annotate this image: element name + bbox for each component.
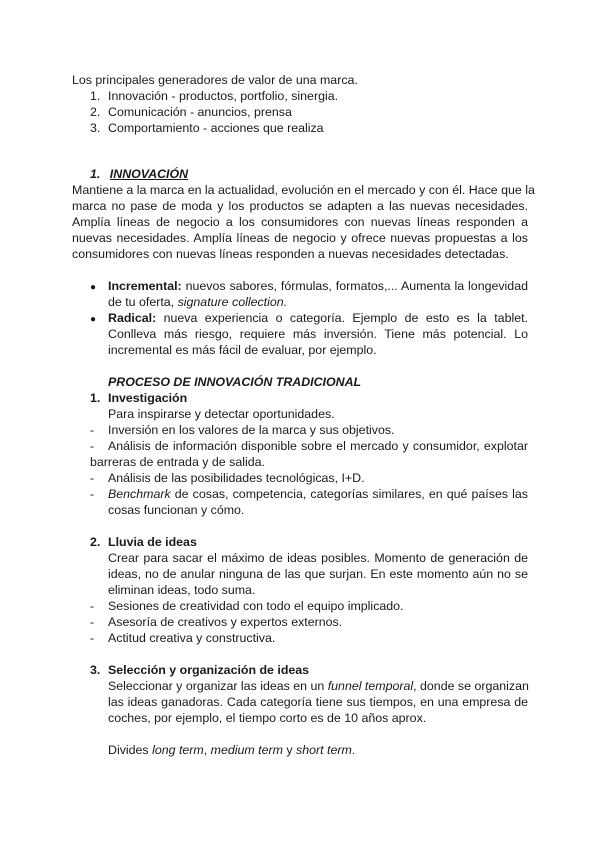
list-number: 1. xyxy=(90,89,101,103)
step-title: Selección y organización de ideas xyxy=(108,663,310,677)
intro-title: Los principales generadores de valor de una marca. xyxy=(72,73,358,87)
dash-icon: - xyxy=(90,439,95,453)
section-heading xyxy=(90,166,188,182)
section-number: 1. xyxy=(90,167,101,181)
dash-item-continuation: barreras de entrada y de salida. xyxy=(90,455,265,469)
paragraph-line: ideas, no de anular ninguna de las que surjan. En este momento aún no se xyxy=(108,567,528,581)
dash-icon: - xyxy=(90,471,95,485)
paragraph-line: Mantiene a la marca en la actualidad, evolución en el mercado y con él. Hace que la xyxy=(72,183,535,197)
dash-item: Análisis de las posibilidades tecnológicas, I+D. xyxy=(108,471,365,485)
list-item: Comunicación - anuncios, prensa xyxy=(108,105,292,119)
dash-icon: - xyxy=(90,487,95,501)
dash-item: Actitud creativa y constructiva. xyxy=(108,631,276,645)
step-title: Investigación xyxy=(108,391,188,405)
paragraph-line: eliminan ideas, todo suma. xyxy=(108,583,256,597)
list-item: Comportamiento - acciones que realiza xyxy=(108,121,324,135)
dash-item: Sesiones de creatividad con todo el equipo implicado. xyxy=(108,599,404,613)
dash-icon: - xyxy=(90,599,95,613)
bullet-icon: ● xyxy=(90,314,97,325)
dash-icon: - xyxy=(90,631,95,645)
step-number: 2. xyxy=(90,535,101,549)
process-heading: PROCESO DE INNOVACIÓN TRADICIONAL xyxy=(108,375,362,389)
bullet-line: de tu oferta, signature collection. xyxy=(108,295,288,309)
step-title: Lluvia de ideas xyxy=(108,535,197,549)
list-number: 3. xyxy=(90,121,101,135)
bullet-line: Conlleva más riesgo, requiere más inversión. Tiene más potencial. Lo xyxy=(108,327,528,341)
dash-item: Asesoría de creativos y expertos externos. xyxy=(108,615,343,629)
paragraph-line: Crear para sacar el máximo de ideas posibles. Momento de generación de xyxy=(108,551,528,565)
paragraph-line: consumidores con nuevas líneas responden a nuevas necesidades detectadas. xyxy=(72,247,509,261)
bullet-term: Radical: xyxy=(108,311,157,325)
bullet-line: Radical: nueva experiencia o categoría. Ejemplo de esto es la tablet. xyxy=(108,311,528,325)
section-title: INNOVACIÓN xyxy=(109,167,189,181)
list-number: 2. xyxy=(90,105,101,119)
step-number: 3. xyxy=(90,663,101,677)
dash-icon: - xyxy=(90,615,95,629)
divides-line: Divides long term, medium term y short term. xyxy=(108,743,356,757)
bullet-icon: ● xyxy=(90,282,97,293)
dash-item: Benchmark de cosas, competencia, categorías similares, en qué países las xyxy=(108,487,528,501)
step-intro: Para inspirarse y detectar oportunidades. xyxy=(108,407,335,421)
dash-item-continuation: cosas funcionan y cómo. xyxy=(108,503,245,517)
bullet-term: Incremental: xyxy=(108,279,182,293)
paragraph-line: Seleccionar y organizar las ideas en un funnel temporal, donde se organizan xyxy=(108,679,529,693)
dash-item: Análisis de información disponible sobre el mercado y consumidor, explotar xyxy=(108,439,528,453)
step-number: 1. xyxy=(90,391,101,405)
bullet-line: Incremental: nuevos sabores, fórmulas, formatos,... Aumenta la longevidad xyxy=(108,279,528,293)
dash-item: Inversión en los valores de la marca y sus objetivos. xyxy=(108,423,395,437)
dash-icon: - xyxy=(90,423,95,437)
paragraph-line: marca no pase de moda y los productos se adapten a las nuevas necesidades. xyxy=(72,199,528,213)
bullet-line: incremental es más fácil de evaluar, por ejemplo. xyxy=(108,343,377,357)
paragraph-line: las ideas ganadoras. Cada categoría tiene sus tiempos, en una empresa de xyxy=(108,695,528,709)
paragraph-line: coches, por ejemplo, el tiempo corto es de 10 años aprox. xyxy=(108,711,427,725)
paragraph-line: nuevas necesidades. Amplía líneas de negocio y ofrece nuevas propuestas a los xyxy=(72,231,528,245)
paragraph-line: Amplía líneas de negocio a los consumidores con nuevas líneas responden a xyxy=(72,215,528,229)
list-item: Innovación - productos, portfolio, sinergia. xyxy=(108,89,339,103)
